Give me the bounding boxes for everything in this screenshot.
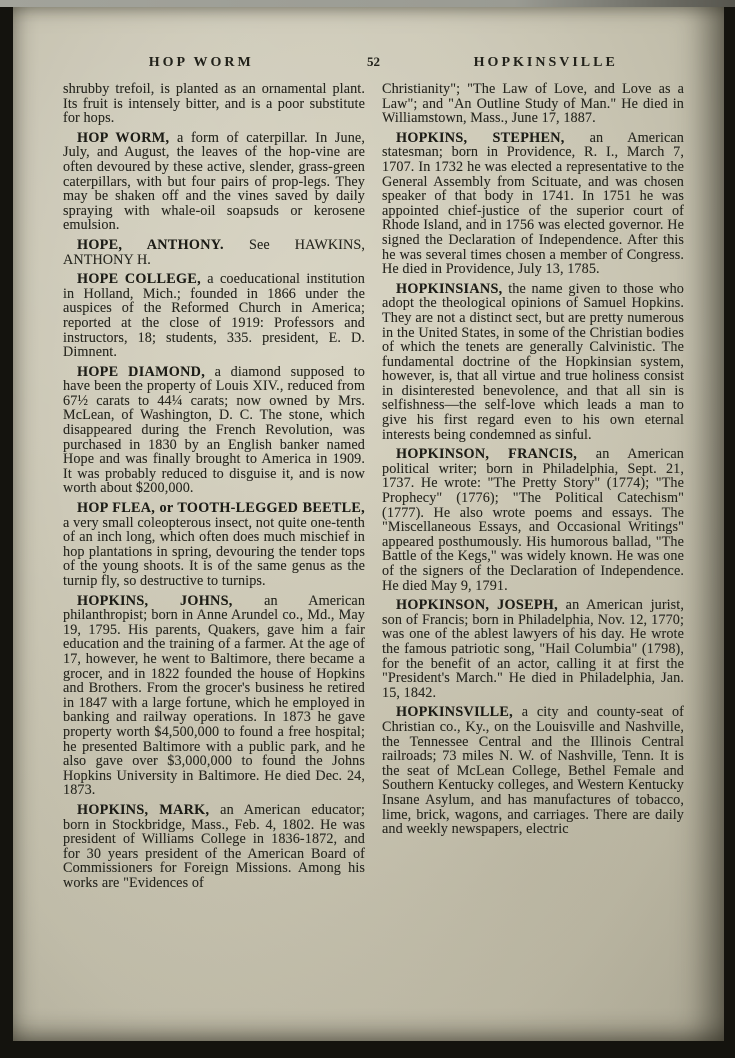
entry-hopkinson-francis [382, 447, 684, 593]
entry-term: HOPKINS, MARK, [77, 801, 210, 818]
entry-hopkinsville [382, 705, 684, 836]
entry-text: the name given to those who adopt the theological opinions of Samuel Hopkins. They are not a distinct sect, but are pretty numerous in the United States, in some of the Christian bodies of which the tenets are generally Calvinistic. The fundamental doctrine of the Hopkinsian system, however, is, that all virtue and true holiness consist in disinterested benevolence, and that all sin is selfishness—the self-love which leads a man to give his first regard even to his own eternal interests being condemned as sinful. [382, 280, 684, 443]
entry-term: HOPKINSIANS, [396, 280, 503, 297]
continuation-christianity [382, 82, 684, 126]
right-column [382, 82, 684, 895]
entry-text: a city and county-seat of Christian co., Ky., on the Louisville and Nashville, the Tennessee Central and the Illinois Central railroads; 73 miles N. W. of Nashville, Tenn. It is the seat of McLean College, Bethel Female and Southern Kentucky colleges, and Western Kentucky Insane Asylum, and has manufactures of tobacco, lime, brick, wagons, and carriages. There are daily and weekly newspapers, electric [382, 704, 684, 838]
entry-hop-worm [63, 131, 365, 233]
entry-text: shrubby trefoil, is planted as an ornamental plant. Its fruit is intensely bitter, and is a poor substitute for hops. [63, 81, 365, 127]
entry-text: an American jurist, son of Francis; born in Philadelphia, Nov. 12, 1770; was one of the ablest lawyers of his day. He wrote the famous patriotic song, "Hail Columbia" (1798), for the benefit of an actor, calling it at first the "President's March." He died in Philadelphia, Jan. 15, 1842. [382, 597, 684, 701]
entry-text: See HAWKINS, ANTHONY H. [63, 236, 365, 268]
text-columns [63, 82, 684, 895]
entry-hopkinson-joseph [382, 598, 684, 700]
entry-hopkins-stephen [382, 131, 684, 277]
paper [13, 7, 724, 1041]
entry-hop-flea [63, 501, 365, 589]
entry-hope-diamond [63, 365, 365, 496]
entry-term: HOPKINS, JOHNS, [77, 592, 233, 609]
running-title-right: HOPKINSVILLE [473, 55, 618, 70]
entry-text: an American statesman; born in Providence, R. I., March 7, 1707. In 1732 he was elected a representative to the General Assembly from Scituate, and was chosen speaker of that body in 1741. In 1751 he was appointed chief-justice of the superior court of Rhode Island, and in 1756 was elected governor. He signed the Declaration of Independence. After this he was several times chosen a member of Congress. He died in Providence, July 13, 1785. [382, 129, 684, 278]
entry-term: HOPE COLLEGE, [77, 271, 201, 288]
entry-term: HOP WORM, [77, 129, 170, 146]
entry-text: a coeducational institution in Holland, Mich.; founded in 1866 under the auspices of the Reformed Church in America; reported at the close of 1919: Professors and instructors, 18; students, 335. president, E. D. Dimnent. [63, 271, 365, 361]
entry-term: HOPE, ANTHONY. [77, 236, 224, 253]
entry-text: Christianity"; "The Law of Love, and Love as a Law"; and "An Outline Study of Man." He died in Williamstown, Mass., June 17, 1887. [382, 81, 684, 127]
running-title-left: HOP WORM [148, 55, 254, 70]
entry-text: a diamond supposed to have been the property of Louis XIV., reduced from 67½ carats to 44¼ carats; now owned by Mrs. McLean, of Washington, D. C. The stone, which disappeared during the French Revolution, was purchased in 1830 by an English banker named Hope and was finally brought to America in 1909. It was probably reduced to disguise it, and is now worth about $200,000. [63, 363, 365, 497]
entry-term: HOP FLEA, or TOOTH-LEGGED BEETLE, [77, 500, 365, 517]
entry-text: a very small coleopterous insect, not quite one-tenth of an inch long, which often does much mischief in hop plantations in spring, devouring the tender tops of the young shoots. It is of the same genus as the turnip fly, so destructive to turnips. [63, 514, 365, 589]
entry-text: an American political writer; born in Philadelphia, Sept. 21, 1737. He wrote: "The Pretty Story" (1774); "The Prophecy" (1776); "The Political Catechism" (1777). He also wrote poems and essays. The "Miscellaneous Essays, and Occasional Writings" appeared posthumously. His humorous ballad, "The Battle of the Kegs," was widely known. He was one of the signers of the Declaration of Independence. He died May 9, 1791. [382, 446, 684, 594]
entry-hopkins-johns [63, 594, 365, 798]
entry-hope-anthony [63, 238, 365, 267]
entry-hope-college [63, 272, 365, 360]
entry-term: HOPKINSON, FRANCIS, [396, 446, 578, 463]
entry-hopkinsians [382, 282, 684, 443]
entry-term: HOPKINS, STEPHEN, [396, 129, 565, 146]
left-column [63, 82, 365, 895]
page-number: 52 [367, 54, 380, 69]
entry-text: an American philanthropist; born in Anne Arundel co., Md., May 19, 1795. His parents, Quakers, gave him a fair education and the training of a farmer. At the age of 17, however, he went to Baltimore, there became a grocer, and in 1822 founded the house of Hopkins and Brothers. From the grocer's business he retired in 1847 with a large fortune, which he employed in banking and railway operations. In 1873 he gave property worth $4,500,000 to found a free hospital; he presented Baltimore with a public park, and he also gave over $3,000,000 to found the Johns Hopkins University in Baltimore. He died Dec. 24, 1873. [63, 592, 366, 799]
continuation-shrubby-trefoil [63, 82, 365, 126]
entry-term: HOPKINSVILLE, [396, 704, 514, 721]
entry-hopkins-mark [63, 803, 365, 891]
page-header [63, 54, 684, 71]
entry-term: HOPE DIAMOND, [77, 363, 206, 380]
entry-text: an American educator; born in Stockbridge, Mass., Feb. 4, 1802. He was president of Williams College in 1836-1872, and for 30 years president of the American Board of Commissioners for Foreign Missions. Among his works are "Evidences of [63, 801, 365, 891]
entry-term: HOPKINSON, JOSEPH, [396, 597, 558, 614]
entry-text: a form of caterpillar. In June, July, and August, the leaves of the hop-vine are often devoured by these active, slender, grass-green caterpillars, with but four pairs of prop-legs. They may be shaken off and the vines saved by daily spraying with whale-oil soapsuds or kerosene emulsion. [63, 129, 365, 234]
